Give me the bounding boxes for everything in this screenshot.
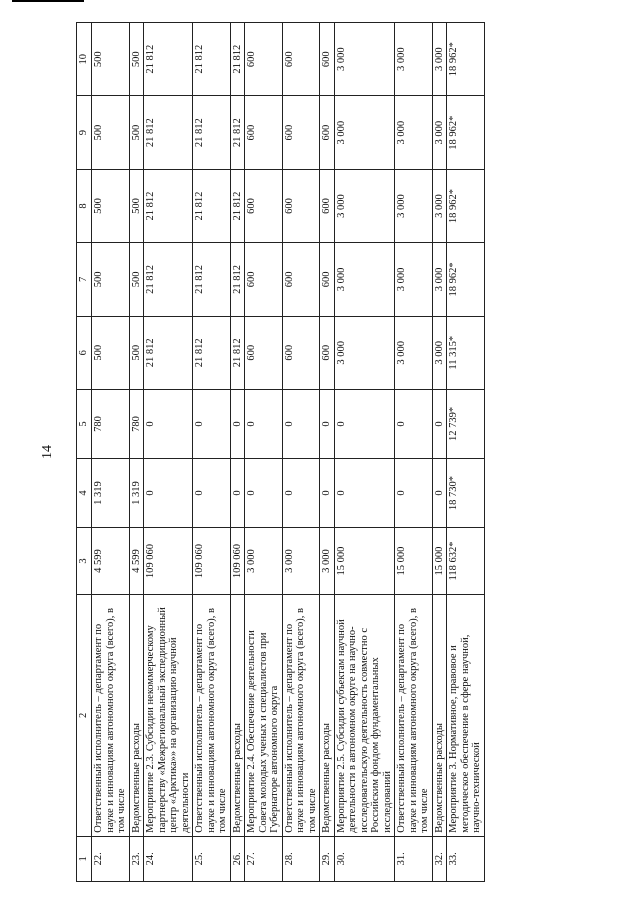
table-row bbox=[129, 23, 144, 882]
value-cell: 3 000 bbox=[432, 23, 447, 96]
row-name-cell: Ответственный исполнитель – департамент по науке и инновациям автономного округа (всего), в том числе bbox=[193, 594, 231, 836]
value-cell: 15 000 bbox=[432, 528, 447, 595]
value-cell: 21 812 bbox=[193, 243, 231, 316]
value-cell: 3 000 bbox=[320, 528, 335, 595]
row-number-cell: 26. bbox=[230, 836, 245, 881]
value-cell: 600 bbox=[320, 169, 335, 242]
value-cell: 3 000 bbox=[432, 96, 447, 169]
value-cell: 500 bbox=[129, 316, 144, 389]
value-cell: 21 812 bbox=[193, 169, 231, 242]
row-number-cell: 23. bbox=[129, 836, 144, 881]
row-name-cell: Мероприятие 2.4. Обеспечение деятельности Совета молодых ученых и специалистов при Губернаторе автономного округа bbox=[245, 594, 283, 836]
value-cell: 3 000 bbox=[395, 169, 433, 242]
value-cell: 0 bbox=[334, 389, 395, 458]
page-number: 14 bbox=[40, 445, 55, 459]
table-header-row bbox=[77, 23, 92, 882]
value-cell: 600 bbox=[320, 316, 335, 389]
row-name-cell: Мероприятие 2.5. Субсидии субъектам научной деятельности в автономном округе на научно-исследовательскую деятельность совместно с Российским фондом фундаментальных исследований bbox=[334, 594, 395, 836]
table-body bbox=[92, 23, 485, 882]
row-number-cell: 33. bbox=[447, 836, 485, 881]
value-cell: 3 000 bbox=[432, 169, 447, 242]
value-cell: 600 bbox=[320, 243, 335, 316]
value-cell: 600 bbox=[320, 23, 335, 96]
value-cell: 600 bbox=[245, 316, 283, 389]
value-cell: 15 000 bbox=[334, 528, 395, 595]
table-row bbox=[144, 23, 193, 882]
table-row bbox=[230, 23, 245, 882]
value-cell: 21 812 bbox=[230, 243, 245, 316]
value-cell: 600 bbox=[320, 96, 335, 169]
value-cell: 500 bbox=[92, 243, 130, 316]
table-row bbox=[432, 23, 447, 882]
value-cell: 3 000 bbox=[432, 316, 447, 389]
row-name-cell: Ведомственные расходы bbox=[432, 594, 447, 836]
row-name-cell: Ответственный исполнитель – департамент по науке и инновациям автономного округа (всего), в том числе bbox=[92, 594, 130, 836]
header-cell: 8 bbox=[77, 169, 92, 242]
row-name-cell: Ведомственные расходы bbox=[320, 594, 335, 836]
value-cell: 3 000 bbox=[395, 316, 433, 389]
value-cell: 1 319 bbox=[129, 459, 144, 528]
value-cell: 600 bbox=[282, 316, 320, 389]
value-cell: 21 812 bbox=[144, 96, 193, 169]
value-cell: 500 bbox=[92, 96, 130, 169]
value-cell: 3 000 bbox=[432, 243, 447, 316]
value-cell: 3 000 bbox=[395, 243, 433, 316]
table-row bbox=[245, 23, 283, 882]
value-cell: 21 812 bbox=[230, 169, 245, 242]
value-cell: 18 962* bbox=[447, 169, 485, 242]
value-cell: 18 962* bbox=[447, 23, 485, 96]
value-cell: 0 bbox=[432, 459, 447, 528]
value-cell: 3 000 bbox=[334, 243, 395, 316]
row-name-cell: Ведомственные расходы bbox=[230, 594, 245, 836]
value-cell: 500 bbox=[129, 169, 144, 242]
table-row bbox=[320, 23, 335, 882]
value-cell: 3 000 bbox=[245, 528, 283, 595]
value-cell: 0 bbox=[245, 389, 283, 458]
table-row bbox=[447, 23, 485, 882]
header-cell: 6 bbox=[77, 316, 92, 389]
value-cell: 600 bbox=[282, 23, 320, 96]
header-cell: 9 bbox=[77, 96, 92, 169]
value-cell: 21 812 bbox=[144, 169, 193, 242]
header-cell: 1 bbox=[77, 836, 92, 881]
row-number-cell: 31. bbox=[395, 836, 433, 881]
value-cell: 0 bbox=[144, 459, 193, 528]
value-cell: 1 319 bbox=[92, 459, 130, 528]
value-cell: 21 812 bbox=[193, 23, 231, 96]
value-cell: 600 bbox=[245, 169, 283, 242]
value-cell: 0 bbox=[282, 459, 320, 528]
value-cell: 21 812 bbox=[144, 316, 193, 389]
value-cell: 21 812 bbox=[230, 316, 245, 389]
value-cell: 109 060 bbox=[193, 528, 231, 595]
value-cell: 780 bbox=[129, 389, 144, 458]
value-cell: 0 bbox=[245, 459, 283, 528]
row-number-cell: 24. bbox=[144, 836, 193, 881]
value-cell: 600 bbox=[245, 243, 283, 316]
value-cell: 600 bbox=[282, 96, 320, 169]
header-cell: 3 bbox=[77, 528, 92, 595]
value-cell: 15 000 bbox=[395, 528, 433, 595]
value-cell: 3 000 bbox=[395, 23, 433, 96]
value-cell: 11 315* bbox=[447, 316, 485, 389]
value-cell: 109 060 bbox=[144, 528, 193, 595]
table-row bbox=[395, 23, 433, 882]
value-cell: 4 599 bbox=[129, 528, 144, 595]
table-row bbox=[193, 23, 231, 882]
value-cell: 500 bbox=[129, 96, 144, 169]
value-cell: 500 bbox=[129, 243, 144, 316]
header-cell: 4 bbox=[77, 459, 92, 528]
value-cell: 0 bbox=[230, 389, 245, 458]
table-row bbox=[92, 23, 130, 882]
row-number-cell: 25. bbox=[193, 836, 231, 881]
value-cell: 109 060 bbox=[230, 528, 245, 595]
value-cell: 600 bbox=[282, 169, 320, 242]
table-row bbox=[334, 23, 395, 882]
row-number-cell: 32. bbox=[432, 836, 447, 881]
value-cell: 0 bbox=[193, 459, 231, 528]
value-cell: 500 bbox=[92, 23, 130, 96]
header-cell: 7 bbox=[77, 243, 92, 316]
row-number-cell: 27. bbox=[245, 836, 283, 881]
value-cell: 500 bbox=[92, 169, 130, 242]
value-cell: 21 812 bbox=[230, 96, 245, 169]
value-cell: 0 bbox=[230, 459, 245, 528]
value-cell: 3 000 bbox=[334, 169, 395, 242]
budget-table bbox=[76, 22, 485, 882]
value-cell: 500 bbox=[129, 23, 144, 96]
value-cell: 0 bbox=[395, 389, 433, 458]
value-cell: 18 962* bbox=[447, 96, 485, 169]
value-cell: 18 730* bbox=[447, 459, 485, 528]
value-cell: 3 000 bbox=[282, 528, 320, 595]
value-cell: 0 bbox=[193, 389, 231, 458]
header-cell: 10 bbox=[77, 23, 92, 96]
value-cell: 18 962* bbox=[447, 243, 485, 316]
row-number-cell: 22. bbox=[92, 836, 130, 881]
header-cell: 5 bbox=[77, 389, 92, 458]
value-cell: 4 599 bbox=[92, 528, 130, 595]
row-name-cell: Мероприятие 2.3. Субсидии некоммерческому партнерству «Межрегиональный экспедиционный центр «Арктика»» на организацию научной деятельности bbox=[144, 594, 193, 836]
value-cell: 21 812 bbox=[193, 316, 231, 389]
value-cell: 600 bbox=[245, 96, 283, 169]
value-cell: 118 632* bbox=[447, 528, 485, 595]
value-cell: 0 bbox=[395, 459, 433, 528]
top-rule bbox=[12, 0, 84, 2]
header-cell: 2 bbox=[77, 594, 92, 836]
value-cell: 3 000 bbox=[334, 96, 395, 169]
rotated-page bbox=[40, 22, 600, 882]
value-cell: 0 bbox=[432, 389, 447, 458]
value-cell: 0 bbox=[282, 389, 320, 458]
value-cell: 600 bbox=[282, 243, 320, 316]
row-name-cell: Ведомственные расходы bbox=[129, 594, 144, 836]
table-row bbox=[282, 23, 320, 882]
value-cell: 21 812 bbox=[144, 243, 193, 316]
value-cell: 3 000 bbox=[334, 23, 395, 96]
value-cell: 3 000 bbox=[395, 96, 433, 169]
row-number-cell: 29. bbox=[320, 836, 335, 881]
value-cell: 0 bbox=[320, 459, 335, 528]
row-number-cell: 28. bbox=[282, 836, 320, 881]
value-cell: 21 812 bbox=[230, 23, 245, 96]
value-cell: 500 bbox=[92, 316, 130, 389]
value-cell: 0 bbox=[144, 389, 193, 458]
row-name-cell: Ответственный исполнитель – департамент по науке и инновациям автономного округа (всего), в том числе bbox=[282, 594, 320, 836]
row-number-cell: 30. bbox=[334, 836, 395, 881]
row-name-cell: Ответственный исполнитель – департамент по науке и инновациям автономного округа (всего), в том числе bbox=[395, 594, 433, 836]
value-cell: 780 bbox=[92, 389, 130, 458]
value-cell: 0 bbox=[334, 459, 395, 528]
value-cell: 3 000 bbox=[334, 316, 395, 389]
value-cell: 0 bbox=[320, 389, 335, 458]
value-cell: 21 812 bbox=[144, 23, 193, 96]
row-name-cell: Мероприятие 3. Нормативное, правовое и методическое обеспечение в сфере научной, научно-технической bbox=[447, 594, 485, 836]
value-cell: 12 739* bbox=[447, 389, 485, 458]
value-cell: 600 bbox=[245, 23, 283, 96]
value-cell: 21 812 bbox=[193, 96, 231, 169]
